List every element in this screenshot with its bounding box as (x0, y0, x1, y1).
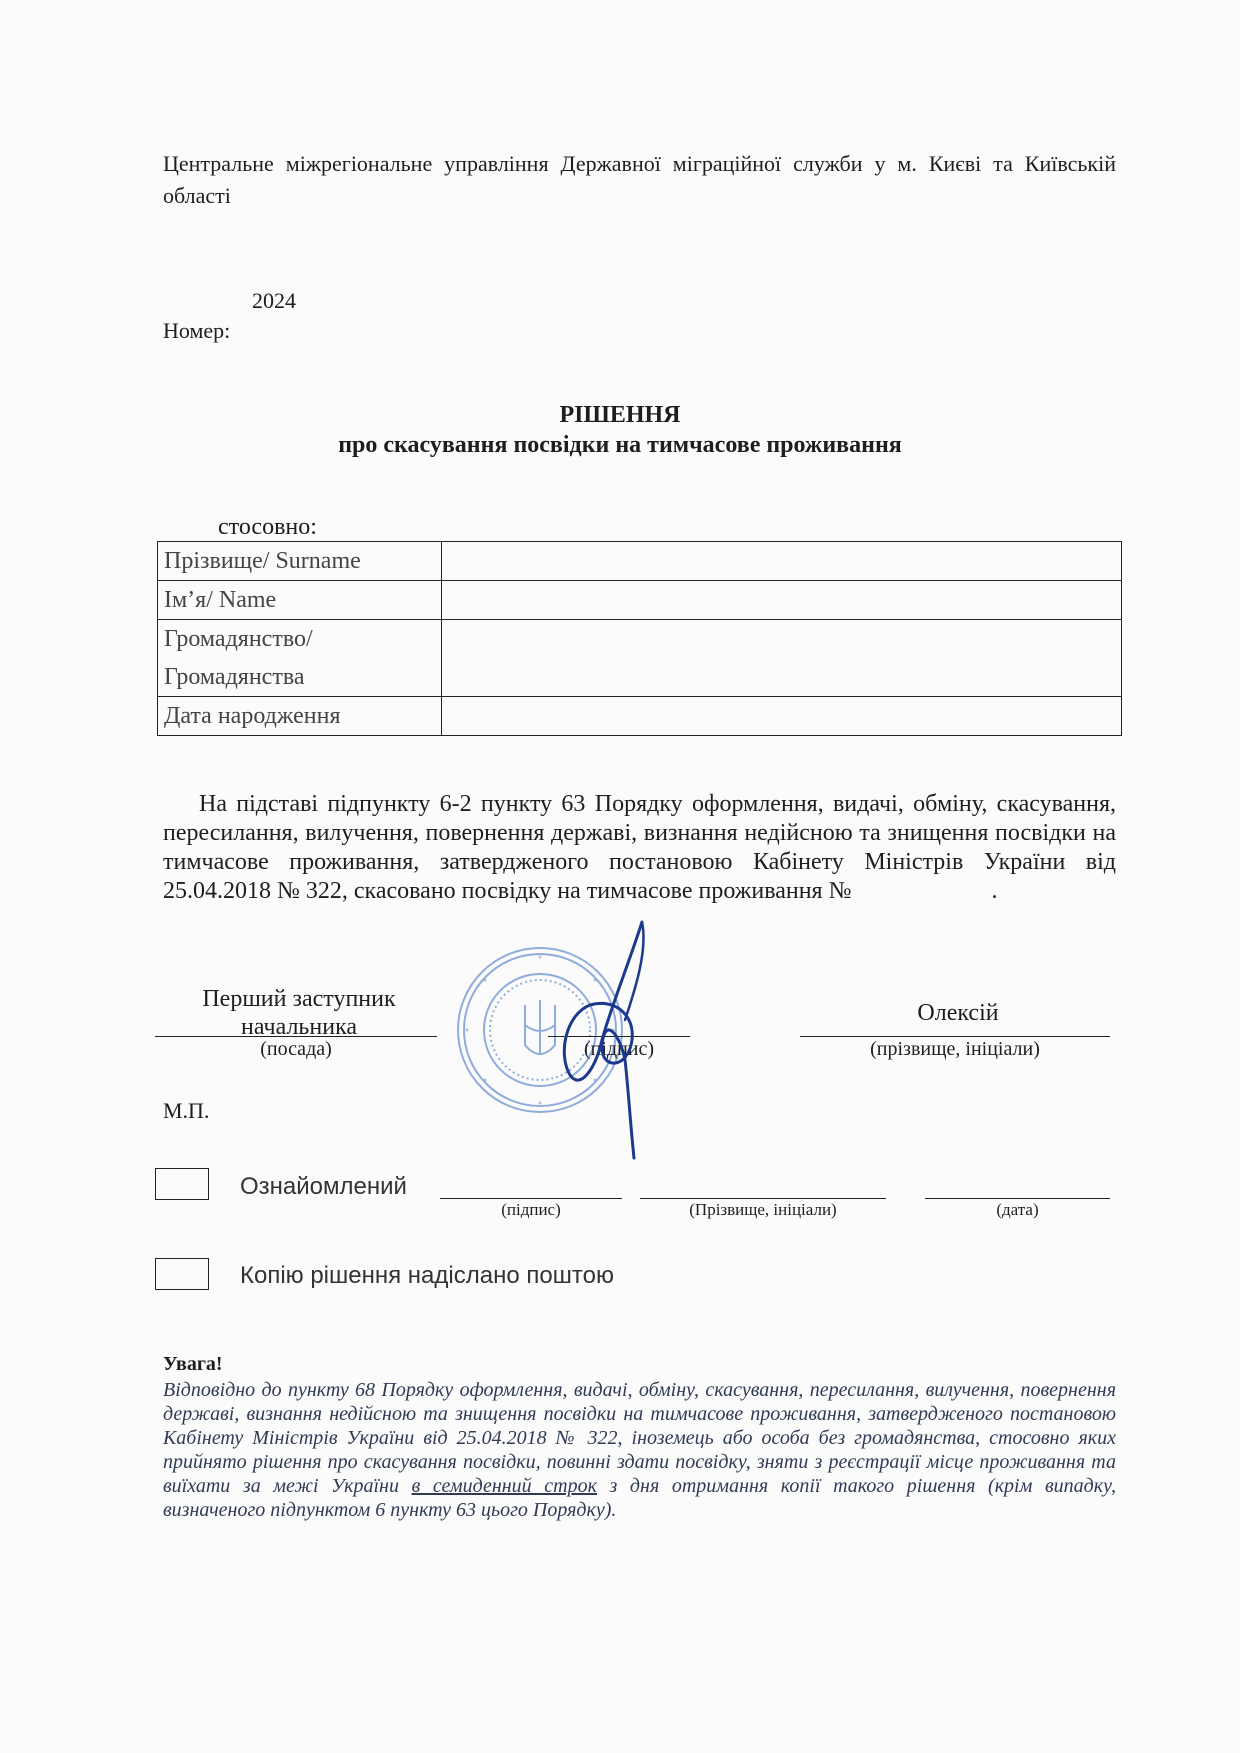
document-year: 2024 (252, 288, 296, 313)
table-row-name (158, 581, 1122, 620)
name-caption: (прізвище, ініціали) (870, 1038, 1040, 1060)
basis-text: На підставі підпункту 6-2 пункту 63 Порядку оформлення, видачі, обміну, скасування, пересилання, вилучення, повернення державі, визнання недійсною та знищення посвідки на тимчасове проживання, затвердженого постановою Кабінету Міністрів України від 25.04.2018 № 322, скасовано посвідку на тимчасове проживання № (163, 791, 1116, 904)
position-line (155, 1036, 437, 1037)
person-details-table (157, 541, 1122, 736)
position-caption: (посада) (260, 1038, 332, 1060)
ack-signature-line (440, 1198, 622, 1199)
signatory-position-line1: Перший заступник (202, 986, 396, 1012)
warning-title: Увага! (163, 1353, 223, 1375)
signatory-name: Олексій (917, 1000, 999, 1026)
mailed-checkbox[interactable] (155, 1258, 209, 1290)
acknowledged-label: Ознайомлений (240, 1173, 407, 1200)
citizenship-label-line1: Громадянство/ (164, 626, 313, 652)
name-line (800, 1036, 1110, 1037)
ack-signature-caption: (підпис) (501, 1200, 561, 1219)
document-number-label: Номер: (163, 318, 231, 343)
warning-deadline: в семиденний строк (411, 1475, 597, 1497)
acknowledged-checkbox[interactable] (155, 1168, 209, 1200)
basis-paragraph (163, 790, 1116, 906)
issuing-authority: Центральне міжрегіональне управління Державної міграційної служби у м. Києві та Київській області (163, 151, 1116, 208)
signature-caption: (підпис) (583, 1038, 655, 1060)
basis-end-mark: . (991, 878, 998, 904)
table-row-birthdate (158, 697, 1122, 736)
ack-name-line (640, 1198, 886, 1199)
citizenship-label (158, 620, 442, 697)
birthdate-value (442, 697, 1122, 736)
citizenship-value (442, 620, 1122, 697)
mailed-label: Копію рішення надіслано поштою (240, 1262, 615, 1289)
name-value (442, 581, 1122, 620)
handwritten-signature-icon (540, 920, 670, 1160)
table-row-surname (158, 542, 1122, 581)
regarding-label: стосовно: (218, 514, 317, 540)
signatory-position (158, 985, 440, 1041)
signatory-position-line2: начальника (240, 1014, 358, 1040)
surname-value (442, 542, 1122, 581)
birthdate-label: Дата народження (158, 697, 442, 736)
ack-name-caption: (Прізвище, ініціали) (689, 1200, 837, 1219)
surname-label: Прізвище/ Surname (158, 542, 442, 581)
citizenship-label-line2: Громадянства (164, 664, 305, 690)
ack-date-line (925, 1198, 1110, 1199)
seal-place-label: М.П. (163, 1098, 210, 1123)
warning-text (163, 1378, 1116, 1522)
ack-date-caption: (дата) (996, 1200, 1039, 1219)
name-label: Ім’я/ Name (158, 581, 442, 620)
document-title: РІШЕННЯ (559, 402, 681, 428)
table-row-citizenship (158, 620, 1122, 697)
warning-text-before: Відповідно до пункту 68 Порядку оформлення, видачі, обміну, скасування, пересилання, вилучення, повернення державі, визнання недійсною та знищення посвідки на тимчасове проживання, затвердженого постановою Кабінету Міністрів України від 25.04.2018 № 322, іноземець або особа без громадянства, стосовно яких прийнято рішення про скасування посвідки, повинні здати посвідку, зняти з реєстрації місце проживання та виїхати за межі України (163, 1379, 1116, 1497)
warning-text-after: з дня отримання копії такого рішення (крім випадку, визначеного підпунктом 6 пункту 63 цього Порядку). (163, 1475, 1116, 1521)
document-subtitle: про скасування посвідки на тимчасове проживання (338, 432, 902, 458)
